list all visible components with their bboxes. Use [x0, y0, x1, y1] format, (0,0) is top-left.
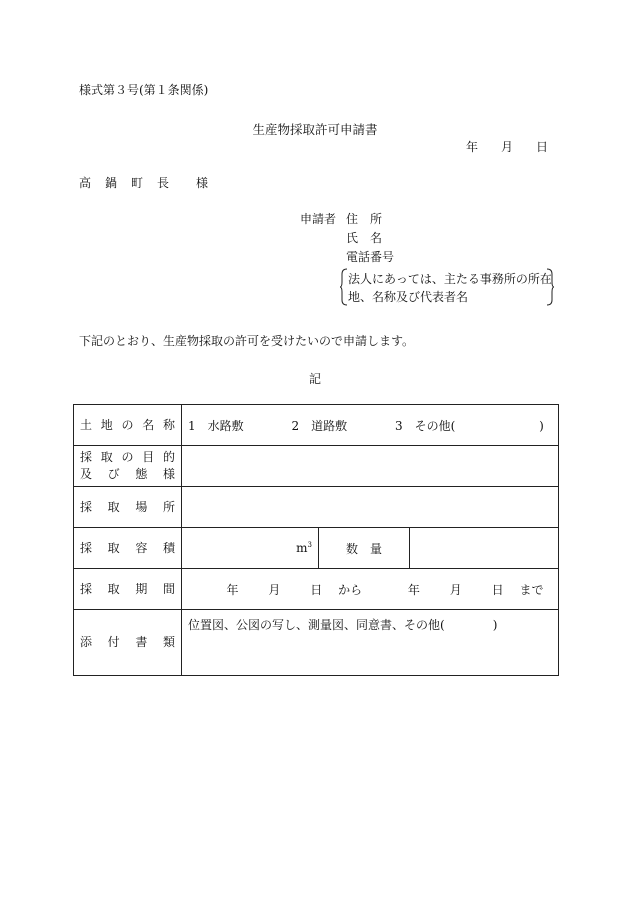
- period-from-day: 日: [310, 582, 323, 597]
- land-option-3-close: ): [539, 418, 544, 433]
- attachments-field[interactable]: [182, 610, 559, 676]
- attachments-label: 添付書類: [74, 610, 182, 676]
- period-to: まで: [519, 582, 544, 597]
- purpose-label: 採取の目的 及び態様: [74, 446, 182, 487]
- addressee: 高 鍋 町 長 様: [79, 176, 210, 190]
- ki-heading: 記: [308, 372, 321, 386]
- place-field[interactable]: [182, 487, 559, 528]
- name-label: 氏 名: [346, 231, 383, 245]
- volume-unit: $m^3$: [296, 541, 312, 555]
- land-name-label: 土地の名称: [74, 405, 182, 446]
- table-row-attachments: [74, 610, 559, 676]
- note-line-1: 法人にあっては、主たる事務所の所在: [348, 272, 552, 286]
- applicant-block: [300, 210, 560, 270]
- date-year-label: 年: [466, 140, 479, 154]
- corporate-note: [340, 268, 554, 306]
- period-from-month: 月: [268, 582, 281, 597]
- document-title: 生産物採取許可申請書: [252, 122, 378, 137]
- land-name-options[interactable]: [182, 405, 559, 446]
- address-label: 住 所: [346, 212, 383, 226]
- land-option-1[interactable]: 1 水路敷: [188, 418, 244, 433]
- applicant-label: 申請者: [300, 212, 337, 226]
- phone-label: 電話番号: [346, 250, 395, 264]
- attachments-text: 位置図、公図の写し、測量図、同意書、その他(: [188, 618, 445, 632]
- land-option-2[interactable]: 2 道路敷: [291, 418, 348, 433]
- land-option-3[interactable]: 3 その他(: [394, 418, 456, 433]
- period-to-year: 年: [407, 582, 420, 597]
- application-table: [73, 404, 559, 676]
- quantity-field[interactable]: [410, 528, 559, 569]
- note-line-2: 地、名称及び代表者名: [348, 290, 469, 304]
- quantity-label: 数 量: [319, 528, 410, 569]
- period-field[interactable]: [182, 569, 559, 610]
- place-label: 採取場所: [74, 487, 182, 528]
- period-from: から: [338, 582, 363, 597]
- date-day-label: 日: [536, 140, 549, 154]
- volume-label: 採取容積: [74, 528, 182, 569]
- table-row-period: [74, 569, 559, 610]
- table-row-place: [74, 487, 559, 528]
- table-row-volume: [74, 528, 559, 569]
- intro-text: 下記のとおり、生産物採取の許可を受けたいので申請します。: [79, 334, 415, 348]
- period-to-day: 日: [491, 582, 504, 597]
- period-from-year: 年: [226, 582, 239, 597]
- period-to-month: 月: [449, 582, 462, 597]
- attachments-close: ): [492, 618, 498, 632]
- period-label: 採取期間: [74, 569, 182, 610]
- table-row-purpose: [74, 446, 559, 487]
- table-row-land-name: [74, 405, 559, 446]
- date-month-label: 月: [501, 140, 514, 154]
- form-number: 様式第３号(第１条関係): [79, 83, 209, 97]
- purpose-field[interactable]: [182, 446, 559, 487]
- volume-field[interactable]: [182, 528, 319, 569]
